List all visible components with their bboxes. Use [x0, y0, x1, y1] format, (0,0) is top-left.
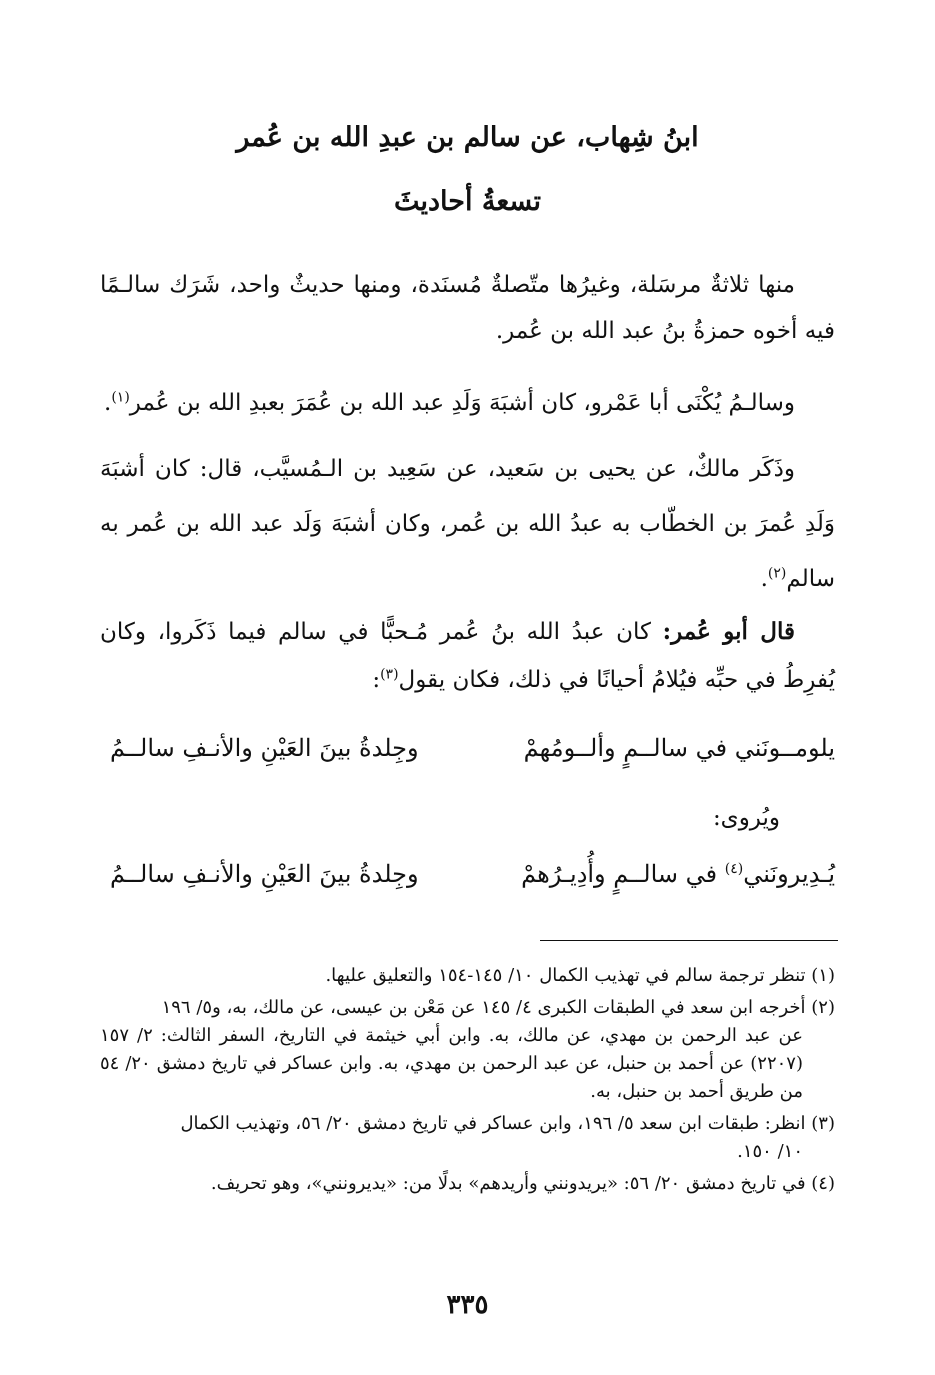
variant-label: ويُروى: — [712, 805, 780, 831]
kunya-body: وسالـمُ يُكْنَى أبا عَمْرو، كان أشبَهَ وَلَدِ عبد الله بن عُمَرَ بعبدِ الله بن عُمر — [129, 390, 795, 416]
abu-umar-body: كان عبدُ الله بنُ عُمر مُـحبًّا في سالم فيما ذَكَروا، وكان يُفرِطُ في حبِّه فيُلامُ أحيانًا في ذلك، فكان يقول — [100, 619, 835, 693]
kunya-text — [100, 380, 835, 426]
footnote-2-cont: عن عبد الرحمن بن مهدي، عن مالك، به. وابن أبي خيثمة في التاريخ، السفر الثالث: ٢/ ١٥٧ (٢٢٠٧) عن أحمد بن حنبل، عن عبد الرحمن بن مهدي، به. وابن عساكر في تاريخ دمشق ٢٠/ ٥٤ من طريق أحمد بن حنبل، به. — [100, 1025, 803, 1102]
footnote-separator — [540, 940, 838, 941]
footnote-ref-4[interactable]: (٤) — [724, 861, 744, 877]
malik-end: . — [760, 566, 768, 592]
abu-umar-text — [100, 608, 835, 704]
footnotes — [100, 962, 835, 1202]
paragraph-abu-umar — [100, 608, 835, 704]
verse2-word: يُـدِيرونَني — [743, 860, 835, 888]
footnote-ref-1[interactable]: (١) — [111, 389, 130, 406]
abu-umar-end: : — [372, 667, 381, 693]
abu-umar-lead: قال أبو عُمر: — [662, 618, 795, 645]
malik-body: وذَكَر مالكٌ، عن يحيى بن سَعيد، عن سَعِيد بن الـمُسيَّب، قال: كان أشبَهَ وَلَدِ عُمرَ بن الخطّاب به عبدُ الله بن عُمر، وكان أشبَهَ وَلَد عبد الله بن عُمر به سالم — [100, 456, 835, 592]
footnote-ref-2[interactable]: (٢) — [767, 565, 787, 582]
verse1-second-hemistich: وجِلدةُ بينَ العَيْنِ والأنـفِ سالــمُ — [110, 734, 419, 762]
verse-line-2 — [100, 852, 835, 896]
footnote-4: (٤) في تاريخ دمشق ٢٠/ ٥٦: «يريدونني وأريدهم» بدلًا من: «يديرونني»، وهو تحريف. — [210, 1173, 835, 1194]
footnote-ref-3[interactable]: (٣) — [380, 666, 399, 683]
footnote-2-first: (٢) أخرجه ابن سعد في الطبقات الكبرى ٤/ ١٤٥ عن مَعْن بن عيسى، عن مالك، به، و٥/ ١٩٦ — [161, 997, 835, 1018]
paragraph-intro — [100, 262, 835, 354]
intro-text: منها ثلاثةٌ مرسَلة، وغيرُها متّصلةٌ مُسنَدة، ومنها حديثٌ واحد، شَرَك سالـمًا فيه أخوه حمزةُ بنُ عبد الله بن عُمر. — [100, 272, 835, 344]
chapter-title: ابنُ شِهاب، عن سالم بن عبدِ الله بن عُمر — [236, 122, 699, 153]
verse2-rest: في سالــمٍ وأُدِيـرُهمْ — [521, 860, 725, 888]
malik-text — [100, 442, 835, 607]
verse2-second-hemistich: وجِلدةُ بينَ العَيْنِ والأنـفِ سالــمُ — [110, 860, 419, 888]
chapter-subtitle: تسعةُ أحاديثَ — [394, 186, 541, 217]
variant-label-block — [100, 796, 835, 840]
kunya-end: . — [104, 390, 112, 416]
footnote-1: (١) تنظر ترجمة سالم في تهذيب الكمال ١٠/ ١٤٥-١٥٤ والتعليق عليها. — [325, 965, 835, 986]
verse1-first-hemistich: يلومــونَني في سالــمٍ وألــومُهمْ — [523, 734, 835, 762]
footnote-3-cont: ١٠/ ١٥٠. — [737, 1141, 803, 1162]
verse2-first-hemistich — [521, 852, 835, 896]
verse-line-1 — [100, 726, 835, 770]
paragraph-malik — [100, 442, 835, 607]
footnote-3: (٣) انظر: طبقات ابن سعد ٥/ ١٩٦، وابن عساكر في تاريخ دمشق ٢٠/ ٥٦، وتهذيب الكمال — [180, 1113, 835, 1134]
paragraph-kunya — [100, 380, 835, 426]
footnote-2 — [100, 994, 835, 1022]
page-number: ٣٣٥ — [446, 1290, 489, 1320]
